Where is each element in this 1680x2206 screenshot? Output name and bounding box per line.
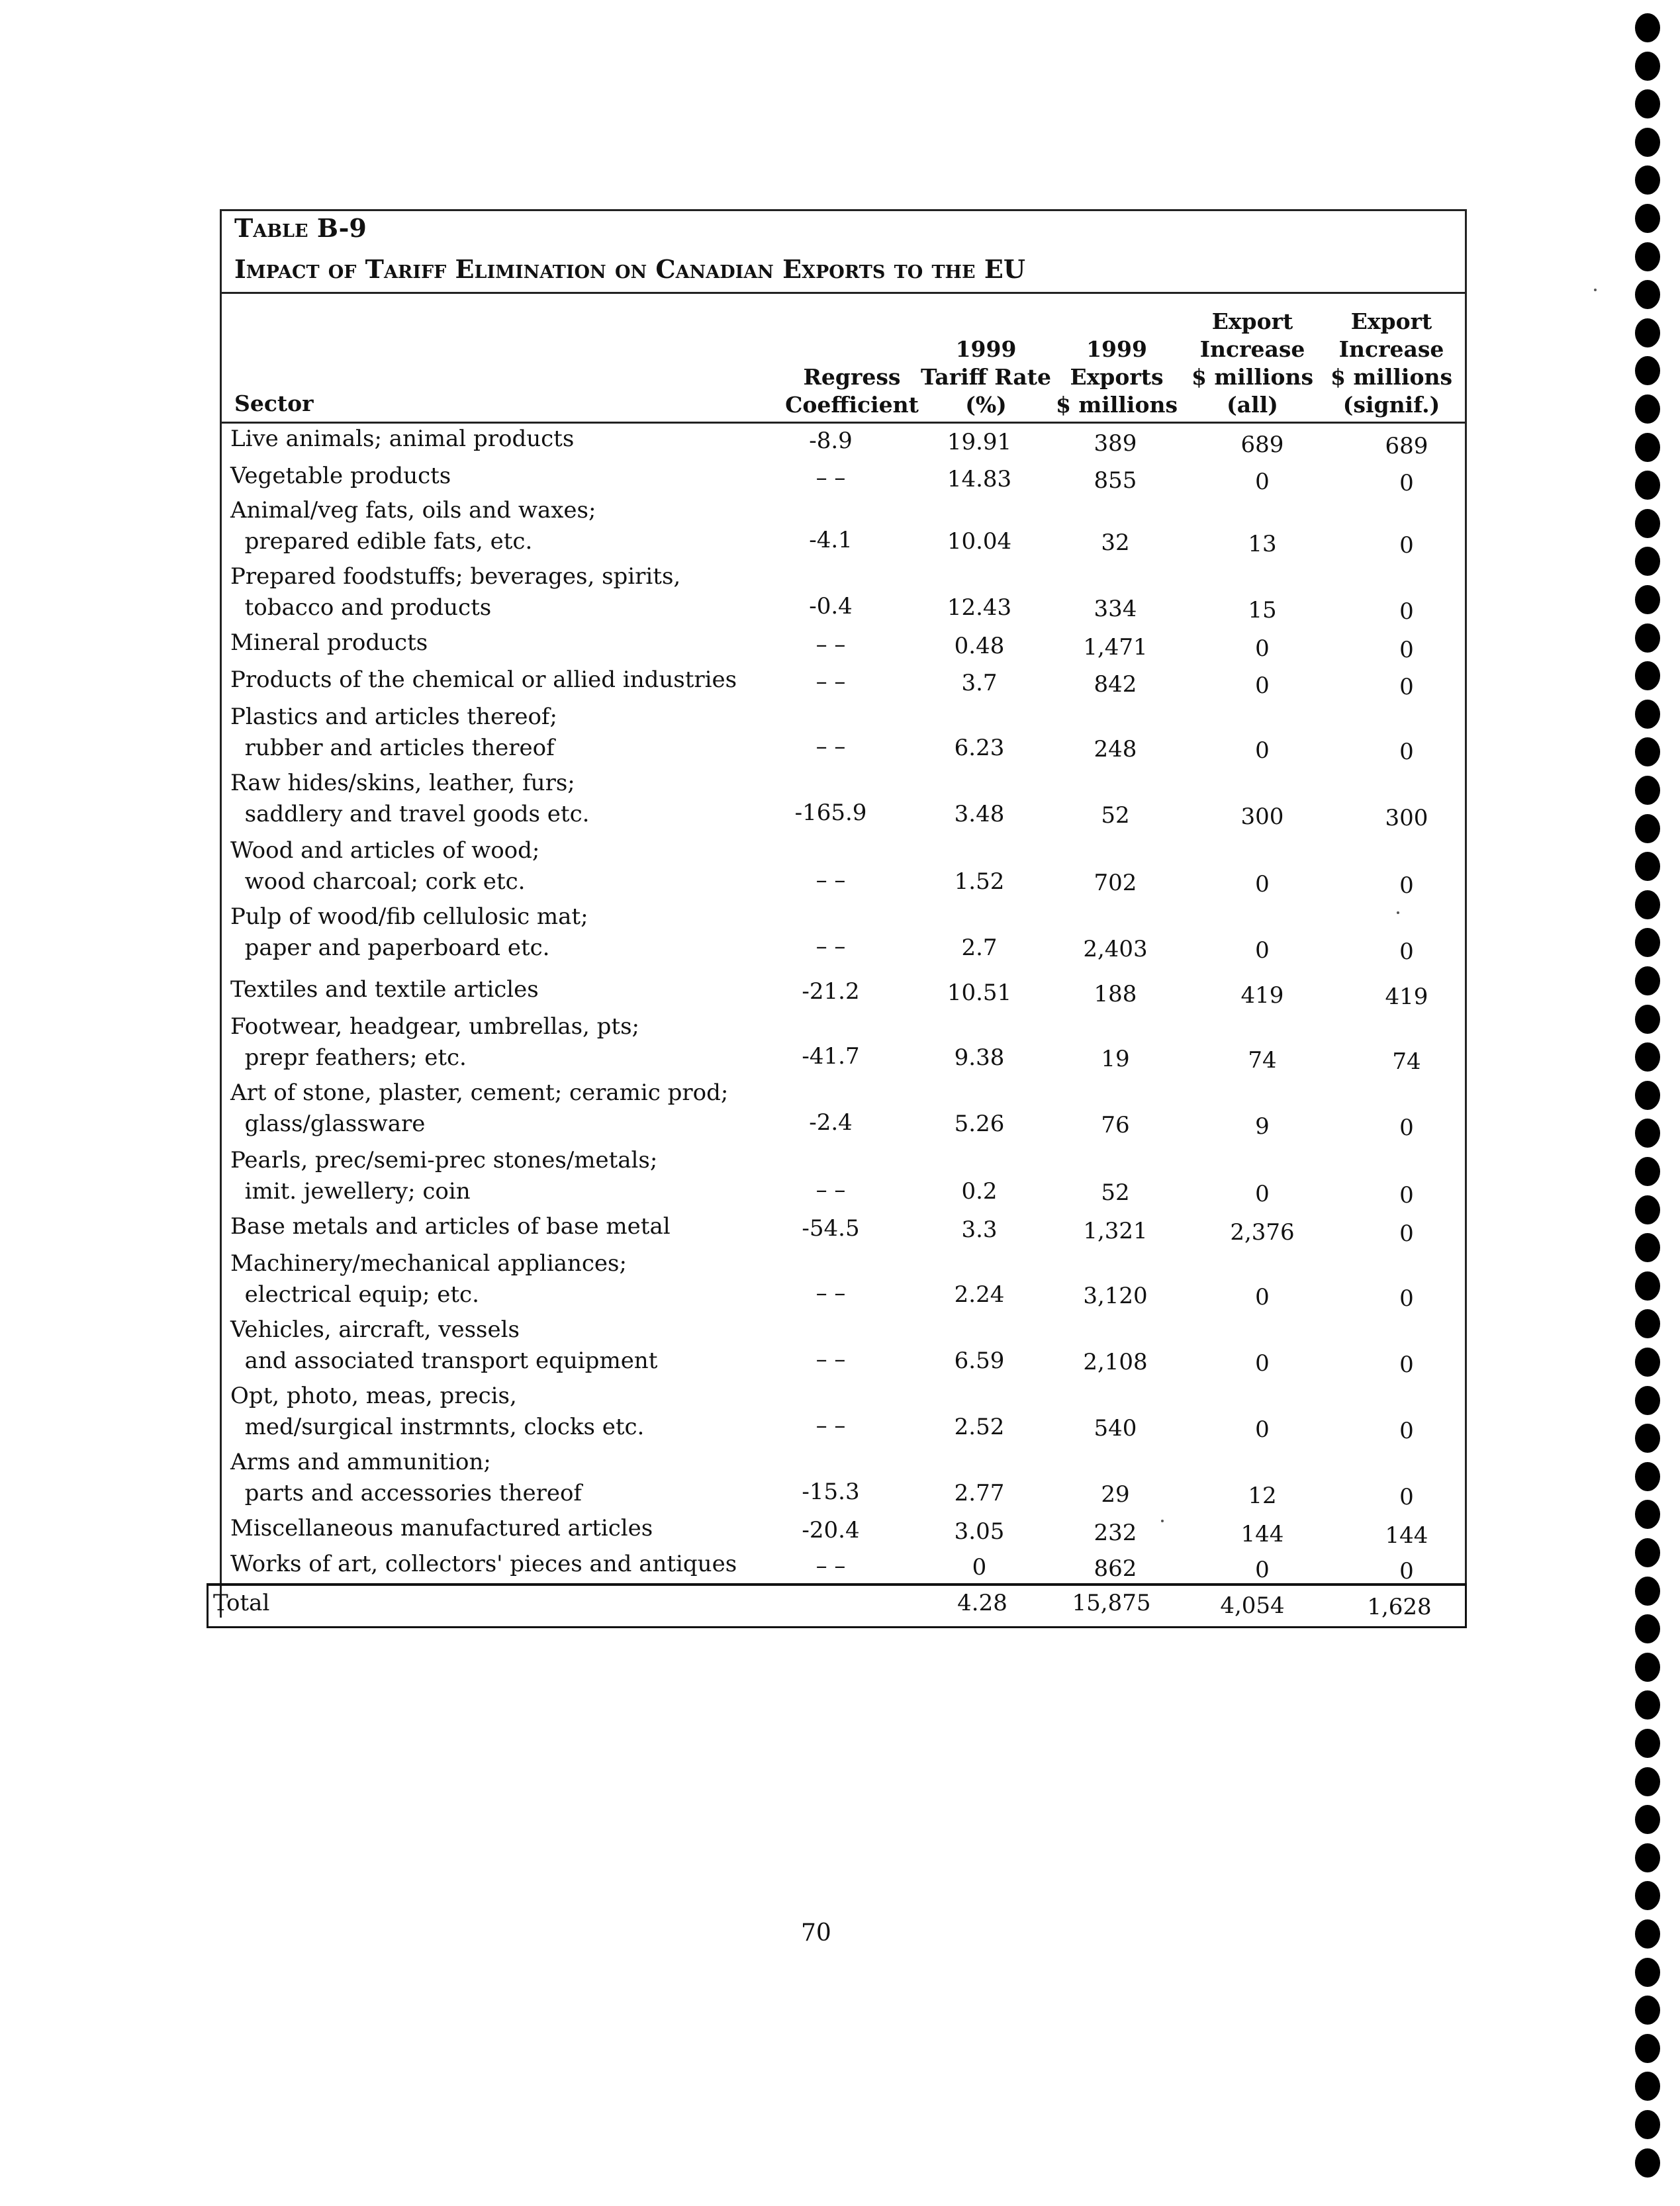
- regress-cell: -2.4: [809, 1109, 853, 1136]
- signif-cell: 144: [1385, 1522, 1428, 1549]
- exports-cell: 842: [1094, 671, 1137, 698]
- exports-cell: 29: [1101, 1481, 1130, 1508]
- exports-cell: 32: [1101, 529, 1130, 556]
- binder-hole: [1635, 1195, 1660, 1224]
- signif-cell: 0: [1399, 1285, 1414, 1312]
- total-label: Total: [213, 1590, 270, 1616]
- all-cell: 0: [1255, 469, 1270, 495]
- scan-speck: [1397, 911, 1399, 914]
- table-header: [220, 294, 1467, 424]
- exports-cell: 76: [1101, 1112, 1130, 1138]
- table-label: Table B-9: [234, 213, 367, 243]
- sector-cell: Arms and ammunition; parts and accessories thereof: [230, 1449, 583, 1506]
- sector-cell: Pulp of wood/fib cellulosic mat; paper and paperboard etc.: [230, 903, 588, 961]
- signif-cell: 0: [1399, 674, 1414, 700]
- header-sector: Sector: [234, 391, 314, 416]
- binder-hole: [1635, 1729, 1660, 1758]
- binder-hole: [1635, 509, 1660, 538]
- binder-hole: [1635, 1843, 1660, 1872]
- regress-cell: – –: [816, 1280, 846, 1307]
- tariff-cell: 10.51: [947, 980, 1012, 1006]
- sector-cell: Raw hides/skins, leather, furs; saddlery and travel goods etc.: [230, 770, 590, 827]
- tariff-cell: 6.59: [954, 1348, 1005, 1374]
- tariff-cell: 3.3: [961, 1217, 998, 1243]
- binder-hole: [1635, 1081, 1660, 1110]
- header-exports: 1999 Exports $ millions: [1055, 336, 1178, 418]
- binder-hole: [1635, 1919, 1660, 1949]
- all-cell: 0: [1255, 635, 1270, 662]
- all-cell: 74: [1248, 1047, 1277, 1074]
- sector-cell: Base metals and articles of base metal: [230, 1213, 671, 1240]
- tariff-cell: 3.7: [961, 670, 998, 696]
- all-cell: 0: [1255, 672, 1270, 699]
- binder-hole: [1635, 394, 1660, 424]
- tariff-cell: 1.52: [954, 868, 1005, 895]
- binder-hole: [1635, 2148, 1660, 2178]
- total-exports: 15,875: [1072, 1590, 1151, 1616]
- binder-hole: [1635, 585, 1660, 614]
- signif-cell: 0: [1399, 872, 1414, 899]
- tariff-cell: 10.04: [947, 528, 1012, 555]
- binder-hole: [1635, 1348, 1660, 1377]
- binder-hole: [1635, 1005, 1660, 1034]
- binder-hole: [1635, 700, 1660, 729]
- exports-cell: 52: [1101, 1179, 1130, 1206]
- total-increase-all: 4,054: [1220, 1592, 1285, 1619]
- tariff-cell: 0: [972, 1554, 987, 1581]
- regress-cell: – –: [816, 867, 846, 894]
- tariff-cell: 0.2: [961, 1178, 998, 1205]
- binder-hole: [1635, 204, 1660, 233]
- binder-hole: [1635, 2034, 1660, 2063]
- all-cell: 300: [1240, 804, 1284, 830]
- sector-cell: Machinery/mechanical appliances; electrical equip; etc.: [230, 1250, 627, 1308]
- tariff-cell: 3.05: [954, 1518, 1005, 1545]
- binder-hole: [1635, 852, 1660, 881]
- exports-cell: 19: [1101, 1046, 1130, 1072]
- regress-cell: -0.4: [809, 593, 853, 620]
- binder-hole: [1635, 89, 1660, 118]
- binder-hole: [1635, 433, 1660, 462]
- binder-hole: [1635, 165, 1660, 195]
- binder-hole: [1635, 1881, 1660, 1910]
- sector-cell: Textiles and textile articles: [230, 976, 539, 1003]
- sector-cell: Wood and articles of wood; wood charcoal; cork etc.: [230, 837, 540, 895]
- total-row: [207, 1586, 1467, 1628]
- all-cell: 419: [1240, 982, 1284, 1009]
- all-cell: 0: [1255, 871, 1270, 897]
- all-cell: 0: [1255, 1350, 1270, 1377]
- all-cell: 689: [1240, 432, 1284, 458]
- binder-hole: [1635, 966, 1660, 995]
- total-increase-signif: 1,628: [1367, 1594, 1432, 1620]
- header-increase-all: Export Increase $ millions (all): [1191, 308, 1314, 418]
- regress-cell: -165.9: [794, 800, 867, 826]
- binder-hole: [1635, 52, 1660, 81]
- tariff-cell: 9.38: [954, 1044, 1005, 1071]
- sector-cell: Products of the chemical or allied industries: [230, 666, 737, 693]
- signif-cell: 0: [1399, 1558, 1414, 1585]
- all-cell: 0: [1255, 1284, 1270, 1310]
- regress-cell: -15.3: [802, 1479, 860, 1505]
- binder-hole: [1635, 1462, 1660, 1491]
- all-cell: 2,376: [1230, 1219, 1295, 1246]
- exports-cell: 188: [1094, 981, 1137, 1007]
- binder-hole: [1635, 2072, 1660, 2101]
- tariff-cell: 0.48: [954, 633, 1005, 659]
- binder-hole: [1635, 1538, 1660, 1567]
- binder-hole: [1635, 1996, 1660, 2025]
- regress-cell: -54.5: [802, 1215, 860, 1242]
- binder-hole: [1635, 471, 1660, 500]
- tariff-cell: 2.24: [954, 1281, 1005, 1308]
- signif-cell: 0: [1399, 637, 1414, 663]
- binder-hole: [1635, 1653, 1660, 1682]
- all-cell: 0: [1255, 937, 1270, 964]
- sector-cell: Art of stone, plaster, cement; ceramic prod; glass/glassware: [230, 1080, 729, 1137]
- all-cell: 144: [1240, 1521, 1284, 1547]
- exports-cell: 1,321: [1083, 1218, 1148, 1244]
- binder-hole: [1635, 1500, 1660, 1529]
- regress-cell: – –: [816, 1412, 846, 1439]
- tariff-cell: 3.48: [954, 801, 1005, 827]
- all-cell: 12: [1248, 1483, 1277, 1509]
- binder-hole: [1635, 928, 1660, 957]
- all-cell: 0: [1255, 1557, 1270, 1583]
- signif-cell: 74: [1392, 1048, 1421, 1075]
- binder-hole: [1635, 814, 1660, 843]
- binder-hole: [1635, 1119, 1660, 1148]
- scan-speck: [1161, 1520, 1164, 1522]
- binder-hole: [1635, 1805, 1660, 1834]
- binder-hole: [1635, 776, 1660, 805]
- signif-cell: 419: [1385, 984, 1428, 1010]
- sector-cell: Vehicles, aircraft, vessels and associated transport equipment: [230, 1316, 658, 1374]
- tariff-cell: 2.77: [954, 1480, 1005, 1506]
- tariff-cell: 19.91: [947, 429, 1012, 455]
- regress-cell: – –: [816, 1553, 846, 1579]
- regress-cell: -20.4: [802, 1517, 860, 1543]
- exports-cell: 540: [1094, 1415, 1137, 1442]
- signif-cell: 0: [1399, 1418, 1414, 1444]
- sector-cell: Opt, photo, meas, precis, med/surgical instrmnts, clocks etc.: [230, 1383, 645, 1440]
- regress-cell: – –: [816, 733, 846, 760]
- exports-cell: 3,120: [1083, 1283, 1148, 1309]
- binder-hole: [1635, 1271, 1660, 1301]
- signif-cell: 300: [1385, 805, 1428, 831]
- all-cell: 13: [1248, 531, 1277, 557]
- binder-hole: [1635, 280, 1660, 309]
- binder-holes: [1635, 13, 1665, 2197]
- regress-cell: -21.2: [802, 978, 860, 1005]
- exports-cell: 334: [1094, 596, 1137, 622]
- regress-cell: -4.1: [809, 527, 853, 553]
- binder-hole: [1635, 1767, 1660, 1796]
- signif-cell: 689: [1385, 433, 1428, 459]
- page-number: 70: [801, 1919, 831, 1947]
- sector-cell: Works of art, collectors' pieces and antiques: [230, 1551, 737, 1577]
- tariff-cell: 6.23: [954, 735, 1005, 761]
- tariff-cell: 2.52: [954, 1414, 1005, 1440]
- sector-cell: Plastics and articles thereof; rubber and articles thereof: [230, 704, 557, 761]
- tariff-cell: 5.26: [954, 1111, 1005, 1137]
- exports-cell: 232: [1094, 1520, 1137, 1546]
- signif-cell: 0: [1399, 1115, 1414, 1141]
- tariff-cell: 12.43: [947, 594, 1012, 621]
- binder-hole: [1635, 1614, 1660, 1643]
- binder-hole: [1635, 890, 1660, 919]
- exports-cell: 2,108: [1083, 1349, 1148, 1375]
- tariff-cell: 2.7: [961, 935, 998, 961]
- sector-cell: Animal/veg fats, oils and waxes; prepared edible fats, etc.: [230, 497, 596, 555]
- header-tariff: 1999 Tariff Rate (%): [920, 336, 1052, 418]
- scan-speck: [1594, 289, 1597, 291]
- exports-cell: 52: [1101, 802, 1130, 829]
- binder-hole: [1635, 1958, 1660, 1987]
- binder-hole: [1635, 242, 1660, 271]
- binder-hole: [1635, 1042, 1660, 1072]
- signif-cell: 0: [1399, 1484, 1414, 1510]
- binder-hole: [1635, 318, 1660, 347]
- sector-cell: Footwear, headgear, umbrellas, pts; prepr feathers; etc.: [230, 1013, 639, 1071]
- regress-cell: -41.7: [802, 1043, 860, 1070]
- exports-cell: 855: [1094, 467, 1137, 494]
- binder-hole: [1635, 2110, 1660, 2139]
- regress-cell: – –: [816, 1346, 846, 1373]
- exports-cell: 2,403: [1083, 936, 1148, 962]
- binder-hole: [1635, 623, 1660, 653]
- all-cell: 9: [1255, 1113, 1270, 1140]
- header-increase-signif: Export Increase $ millions (signif.): [1330, 308, 1453, 418]
- regress-cell: – –: [816, 668, 846, 695]
- all-cell: 0: [1255, 1416, 1270, 1443]
- binder-hole: [1635, 661, 1660, 690]
- regress-cell: – –: [816, 631, 846, 658]
- binder-hole: [1635, 13, 1660, 42]
- binder-hole: [1635, 356, 1660, 385]
- exports-cell: 248: [1094, 736, 1137, 762]
- all-cell: 0: [1255, 1181, 1270, 1207]
- signif-cell: 0: [1399, 470, 1414, 496]
- sector-cell: Vegetable products: [230, 463, 451, 489]
- binder-hole: [1635, 1309, 1660, 1338]
- regress-cell: -8.9: [809, 428, 853, 454]
- signif-cell: 0: [1399, 739, 1414, 765]
- signif-cell: 0: [1399, 1220, 1414, 1247]
- exports-cell: 389: [1094, 430, 1137, 457]
- header-regress: Regress Coefficient: [785, 364, 919, 418]
- binder-hole: [1635, 1690, 1660, 1720]
- binder-hole: [1635, 1577, 1660, 1606]
- binder-hole: [1635, 128, 1660, 157]
- binder-hole: [1635, 1157, 1660, 1186]
- all-cell: 15: [1248, 597, 1277, 623]
- sector-cell: Miscellaneous manufactured articles: [230, 1515, 653, 1541]
- regress-cell: – –: [816, 465, 846, 491]
- sector-cell: Live animals; animal products: [230, 426, 575, 452]
- exports-cell: 862: [1094, 1555, 1137, 1582]
- signif-cell: 0: [1399, 1352, 1414, 1378]
- binder-hole: [1635, 1386, 1660, 1415]
- exports-cell: 1,471: [1083, 634, 1148, 661]
- sector-cell: Mineral products: [230, 629, 428, 656]
- signif-cell: 0: [1399, 532, 1414, 559]
- binder-hole: [1635, 547, 1660, 576]
- exports-cell: 702: [1094, 870, 1137, 896]
- regress-cell: – –: [816, 1177, 846, 1203]
- signif-cell: 0: [1399, 1182, 1414, 1209]
- table-title: Impact of Tariff Elimination on Canadian Exports to the EU: [234, 254, 1025, 284]
- table-caption: [220, 209, 1467, 294]
- all-cell: 0: [1255, 737, 1270, 764]
- signif-cell: 0: [1399, 598, 1414, 625]
- total-tariff: 4.28: [957, 1590, 1007, 1616]
- tariff-cell: 14.83: [947, 466, 1012, 492]
- binder-hole: [1635, 737, 1660, 766]
- regress-cell: – –: [816, 933, 846, 960]
- sector-cell: Prepared foodstuffs; beverages, spirits, tobacco and products: [230, 563, 681, 621]
- binder-hole: [1635, 1233, 1660, 1262]
- sector-cell: Pearls, prec/semi-prec stones/metals; imit. jewellery; coin: [230, 1147, 658, 1205]
- binder-hole: [1635, 1424, 1660, 1453]
- signif-cell: 0: [1399, 939, 1414, 965]
